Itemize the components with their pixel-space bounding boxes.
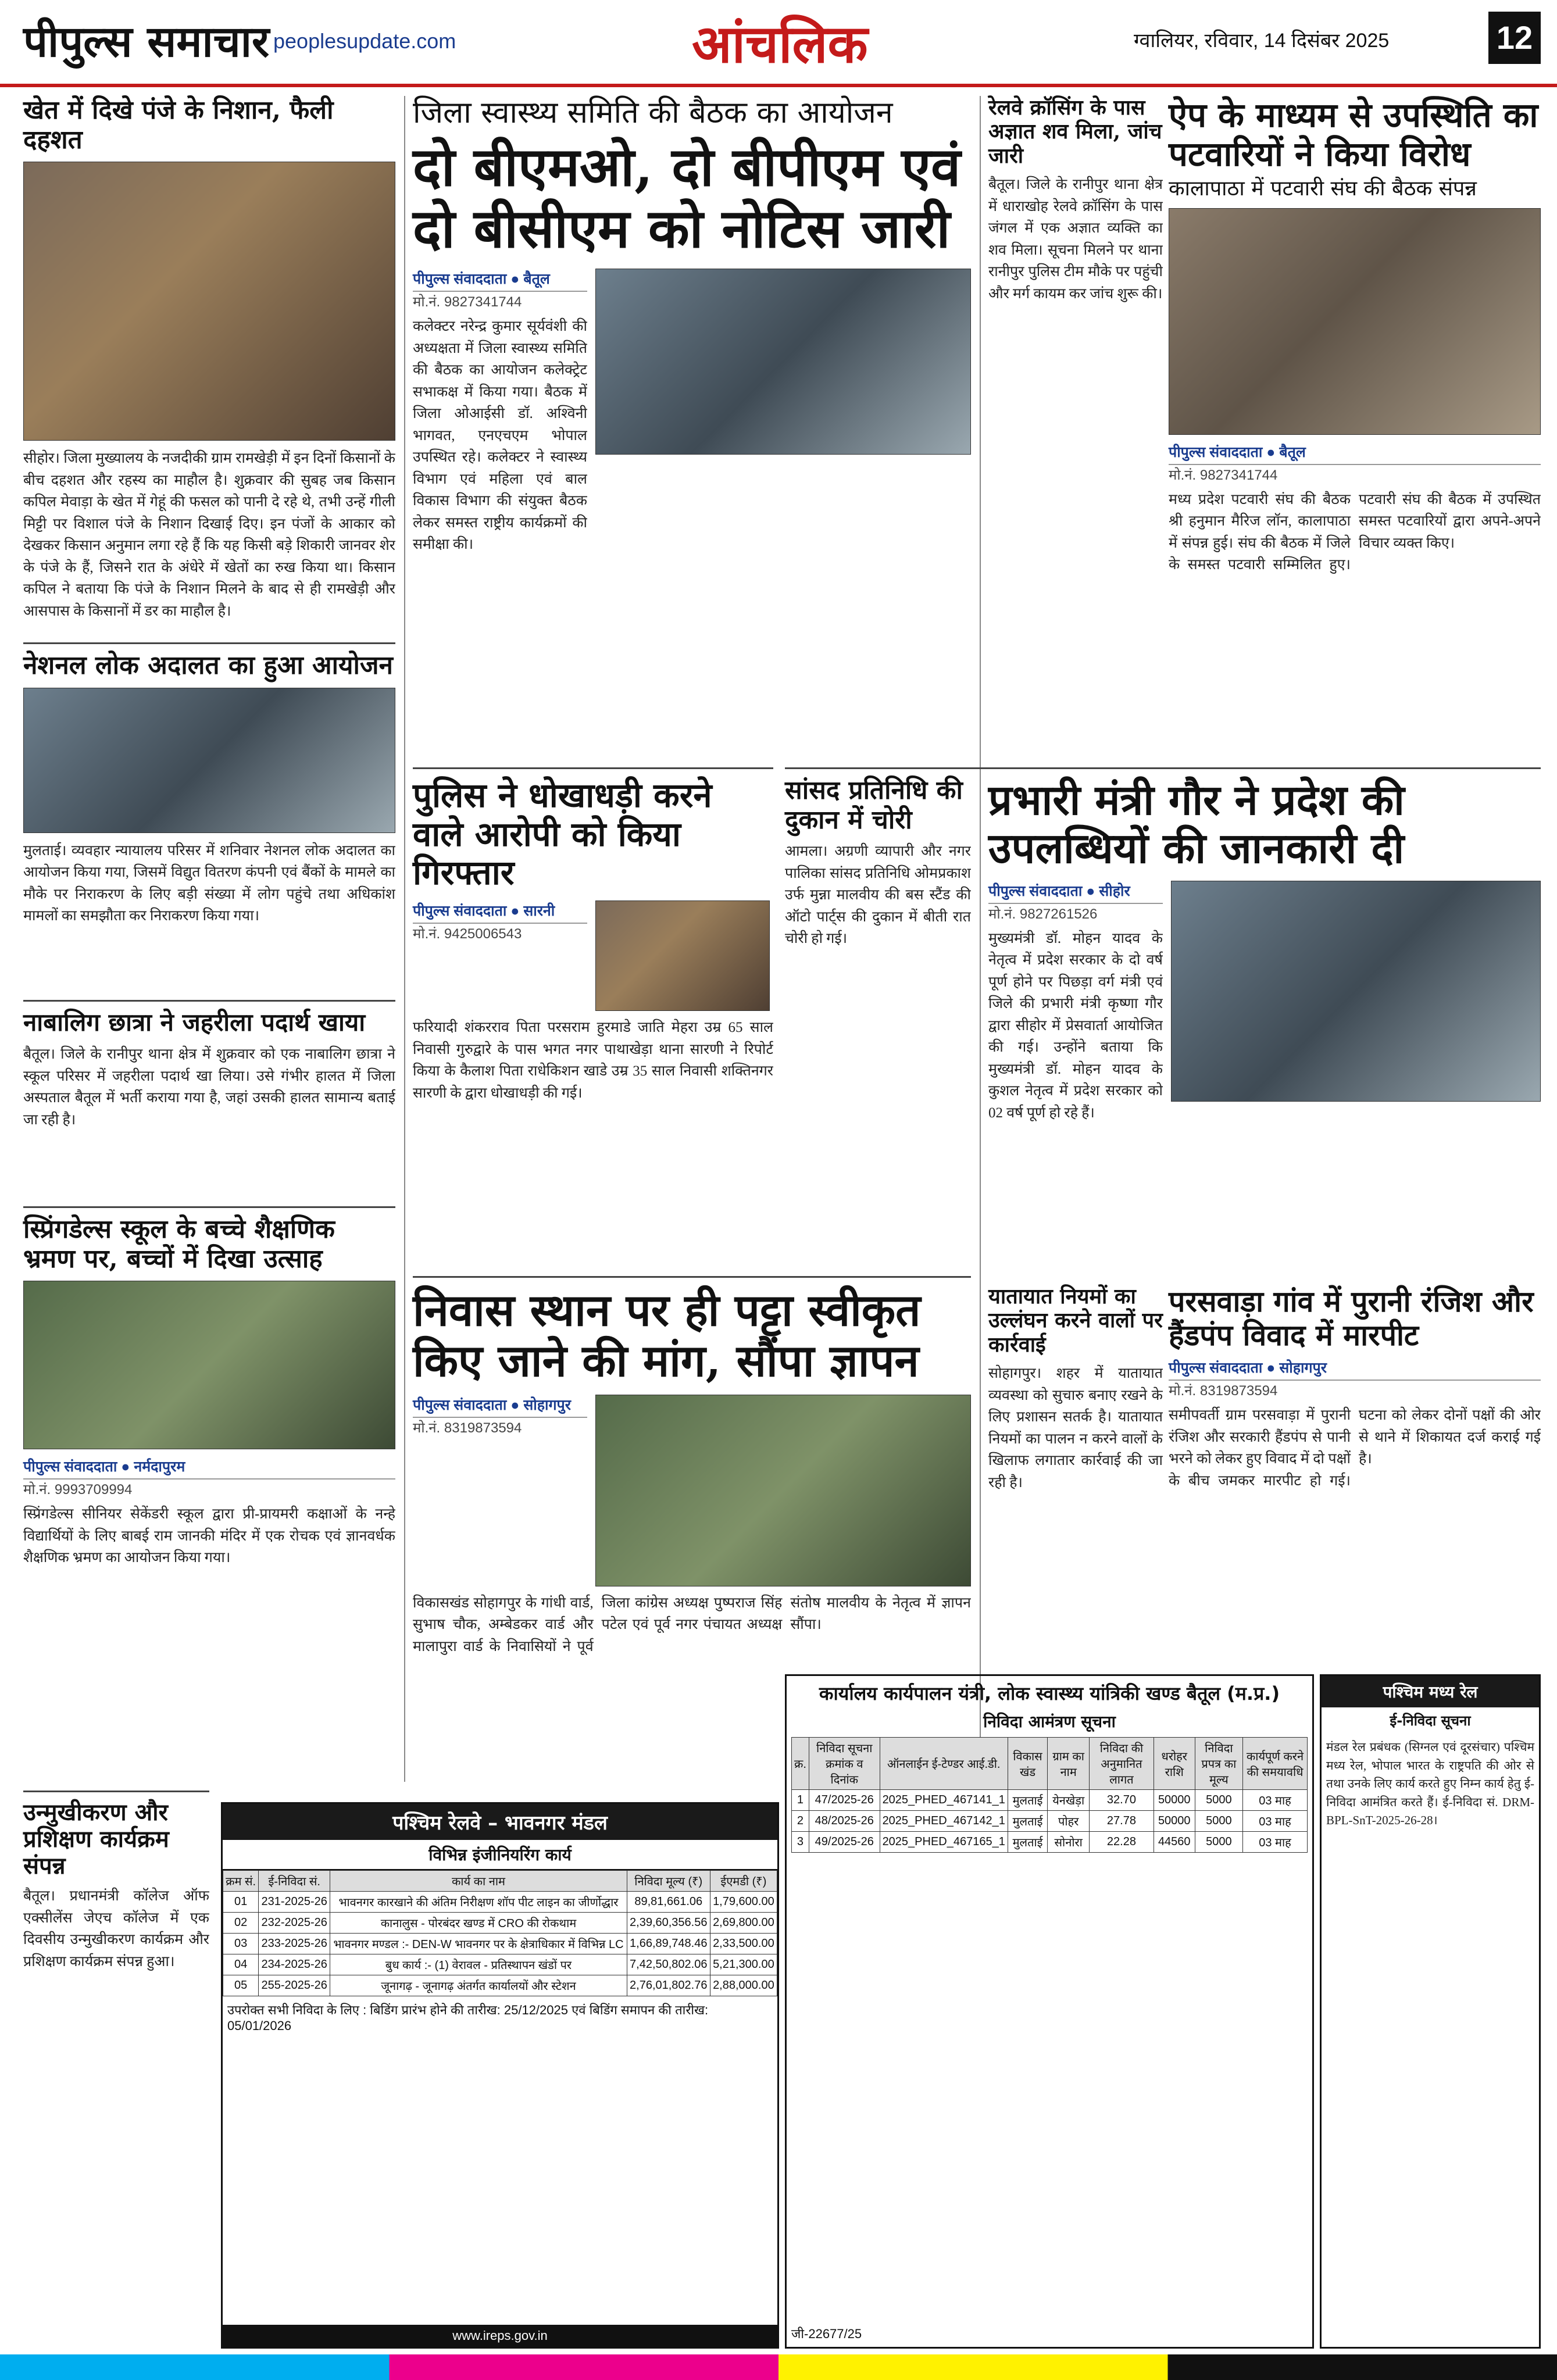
- article-body: मुलताई। व्यवहार न्यायालय परिसर में शनिवार नेशनल लोक अदालत का आयोजन किया गया, जिसमें विद्युत वितरण कंपनी एवं बैंकों के मामले का मौके पर निराकरण के लिए बड़ी संख्या में लोग पहुंचे तथा अधिकांश मामलों का समझौता कर निराकरण किया गया।: [23, 842, 395, 924]
- headline: नेशनल लोक अदालत का हुआ आयोजन: [23, 651, 393, 680]
- table-cell: पोहर: [1048, 1811, 1090, 1832]
- table-cell: 5000: [1195, 1832, 1242, 1853]
- table-cell: 1,66,89,748.46: [627, 1934, 710, 1954]
- story-health-committee: [413, 96, 971, 670]
- kicker: कालापाठा में पटवारी संघ की बैठक संपन्न: [1169, 177, 1477, 201]
- table-header: निविदा मूल्य (₹): [627, 1871, 710, 1892]
- table-cell: 3: [792, 1832, 809, 1853]
- photo: [23, 688, 395, 833]
- table-cell: 5,21,300.00: [710, 1954, 777, 1975]
- ireps-link[interactable]: www.ireps.gov.in: [223, 2325, 777, 2347]
- article-body: स्प्रिंगडेल्स सीनियर सेकेंडरी स्कूल द्वारा प्री-प्रायमरी कक्षाओं के नन्हे विद्यार्थियों के लिए बाबई राम जानकी मंदिर में एक रोचक एवं ज्ञानवर्धक शैक्षणिक भ्रमण का आयोजन किया गया।: [23, 1506, 395, 1566]
- article-body: समीपवर्ती ग्राम परसवाड़ा में पुरानी रंजिश और सरकारी हैंडपंप से पानी भरने को लेकर हुए विवाद में दो पक्षों के बीच जमकर मारपीट हो गई। घटना को लेकर दोनों पक्षों की ओर से थाने में शिकायत दर्ज कराई गई है।: [1169, 1407, 1541, 1489]
- ad-body: मंडल रेल प्रबंधक (सिग्नल एवं दूरसंचार) पश्चिम मध्य रेल, भोपाल भारत के राष्ट्रपति की ओर से तथा उनके लिए कार्य करते हुए निम्न कार्य हेतु ई-निविदा आमंत्रित करते हैं। ई-निविदा सं. DRM-BPL-SnT-2025-26-28।: [1326, 1740, 1534, 1827]
- table-cell: मुलताई: [1008, 1790, 1047, 1811]
- table-cell: 5000: [1195, 1811, 1242, 1832]
- story-poison: [23, 1009, 395, 1206]
- table-cell: 232-2025-26: [259, 1913, 330, 1934]
- table-cell: 2025_PHED_467141_1: [880, 1790, 1008, 1811]
- brand-logo: पीपुल्स समाचार: [23, 17, 270, 67]
- story-fraud-arrest: [413, 776, 773, 1284]
- ad-subtitle: विभिन्न इंजीनियरिंग कार्य: [223, 1840, 777, 1870]
- byline: पीपुल्स संवाददाता ● नर्मदापुरम: [23, 1456, 395, 1480]
- story-lok-adalat: [23, 651, 395, 1003]
- table-cell: 2,33,500.00: [710, 1934, 777, 1954]
- table-cell: 2,76,01,802.76: [627, 1975, 710, 1996]
- table-cell: 01: [223, 1892, 259, 1913]
- divider: [23, 642, 395, 644]
- divider: [413, 1276, 971, 1278]
- headline: परसवाड़ा गांव में पुरानी रंजिश और हैंडपंप विवाद में मारपीट: [1169, 1284, 1534, 1352]
- article-body: बैतूल। जिले के रानीपुर थाना क्षेत्र में शुक्रवार को एक नाबालिग छात्रा ने स्कूल परिसर में जहरीला पदार्थ खा लिया। उसे गंभीर हालत में जिला अस्पताल बैतूल में भर्ती कराया गया है, जहां उसकी हालत सामान्य बताई जा रही है।: [23, 1046, 395, 1128]
- photo: [23, 162, 395, 441]
- table-cell: मुलताई: [1008, 1832, 1047, 1853]
- story-shop-theft: [785, 776, 971, 1259]
- divider: [413, 767, 773, 769]
- table-cell: 03 माह: [1242, 1832, 1307, 1853]
- article-body: मध्य प्रदेश पटवारी संघ की बैठक श्री हनुमान मैरिज लॉन, कालापाठा में संपन्न हुई। संघ की बैठक में जिले के समस्त पटवारी सम्मिलित हुए। पटवारी संघ की बैठक में उपस्थित समस्त पटवारियों द्वारा अपने-अपने विचार व्यक्त किए।: [1169, 491, 1541, 573]
- story-patwari: [1169, 96, 1541, 762]
- tender-table: [223, 1870, 777, 1996]
- table-cell: 32.70: [1090, 1790, 1154, 1811]
- table-cell: 48/2025-26: [809, 1811, 880, 1832]
- table-cell: 255-2025-26: [259, 1975, 330, 1996]
- article-body: बैतूल। जिले के रानीपुर थाना क्षेत्र में धाराखोह रेलवे क्रॉसिंग के पास जंगल में एक अज्ञात व्यक्ति का शव मिला। सूचना मिलने पर थाना रानीपुर पुलिस टीम मौके पर पहुंची और मर्ग कायम कर जांच शुरू की।: [988, 177, 1163, 302]
- ad-title: पश्चिम मध्य रेल: [1322, 1676, 1539, 1707]
- mobile-number: मो.नं. 9827261526: [988, 906, 1098, 922]
- table-header: ग्राम का नाम: [1048, 1738, 1090, 1790]
- photo: [595, 269, 971, 455]
- story-orientation: [23, 1799, 209, 2281]
- headline: पुलिस ने धोखाधड़ी करने वाले आरोपी को किया गिरफ्तार: [413, 776, 712, 893]
- masthead: [0, 0, 1557, 87]
- page-number: 12: [1488, 12, 1541, 64]
- table-cell: 1: [792, 1790, 809, 1811]
- byline: पीपुल्स संवाददाता ● बैतूल: [413, 269, 587, 292]
- table-cell: 2025_PHED_467142_1: [880, 1811, 1008, 1832]
- photo: [595, 900, 770, 1011]
- table-cell: जूनागढ़ - जूनागढ़ अंतर्गत कार्यालयों और स्टेशन: [330, 1975, 627, 1996]
- table-header: निविदा सूचना क्रमांक व दिनांक: [809, 1738, 880, 1790]
- story-claw-marks: [23, 96, 395, 669]
- byline: पीपुल्स संवाददाता ● सारनी: [413, 900, 587, 924]
- story-minister-gaur: [988, 776, 1541, 1218]
- website-link[interactable]: peoplesupdate.com: [273, 29, 456, 53]
- divider: [23, 1791, 209, 1792]
- divider: [23, 1000, 395, 1002]
- table-cell: 02: [223, 1913, 259, 1934]
- ad-title: पश्चिम रेलवे – भावनगर मंडल: [223, 1804, 777, 1840]
- headline: ऐप के माध्यम से उपस्थिति का पटवारियों ने किया विरोध: [1169, 95, 1538, 174]
- wcr-tender-ad: [1320, 1674, 1541, 2349]
- headline: सांसद प्रतिनिधि की दुकान में चोरी: [785, 776, 963, 835]
- table-cell: येनखेड़ा: [1048, 1790, 1090, 1811]
- table-cell: 5000: [1195, 1790, 1242, 1811]
- ad-notice: निविदा आमंत्रण सूचना: [983, 1712, 1116, 1731]
- table-row: [792, 1790, 1308, 1811]
- article-body: कलेक्टर नरेन्द्र कुमार सूर्यवंशी की अध्यक्षता में जिला स्वास्थ्य समिति की बैठक का आयोजन कलेक्ट्रेट सभाकक्ष में किया गया। बैठक में जिला ओआईसी डॉ. अश्विनी भागवत, एनएचएम भोपाल उपस्थित रहे। कलेक्टर ने स्वास्थ्य विभाग एवं महिला एवं बाल विकास विभाग की संयुक्त बैठक लेकर समस्त राष्ट्रीय कार्यक्रमों की समीक्षा की।: [413, 319, 587, 553]
- table-cell: भावनगर कारखाने की अंतिम निरीक्षण शॉप पीट लाइन का जीर्णोद्धार: [330, 1892, 627, 1913]
- mobile-number: मो.नं. 9993709994: [23, 1482, 133, 1498]
- table-cell: 05: [223, 1975, 259, 1996]
- photo: [1169, 208, 1541, 435]
- table-row: [223, 1913, 777, 1934]
- article-body: मुख्यमंत्री डॉ. मोहन यादव के नेतृत्व में प्रदेश सरकार के दो वर्ष पूर्ण होने पर पिछड़ा वर्ग मंत्री एवं जिले की प्रभारी मंत्री कृष्णा गौर द्वारा सीहोर में प्रेसवार्ता आयोजित की गई। उन्होंने बताया कि मुख्यमंत्री डॉ. मोहन यादव के कुशल नेतृत्व में प्रदेश सरकार को 02 वर्ष पूर्ण हो रहे हैं।: [988, 930, 1163, 1121]
- table-cell: 03 माह: [1242, 1811, 1307, 1832]
- table-header: ऑनलाईन ई-टेण्डर आई.डी.: [880, 1738, 1008, 1790]
- mobile-number: मो.नं. 9827341744: [1169, 467, 1278, 483]
- table-header: विकास खंड: [1008, 1738, 1047, 1790]
- column-rule: [404, 96, 405, 1782]
- table-cell: 2,39,60,356.56: [627, 1913, 710, 1934]
- mobile-number: मो.नं. 9425006543: [413, 926, 522, 942]
- mobile-number: मो.नं. 9827341744: [413, 294, 522, 310]
- table-cell: 2,69,800.00: [710, 1913, 777, 1934]
- table-header: क्र.: [792, 1738, 809, 1790]
- table-row: [223, 1934, 777, 1954]
- table-cell: 89,81,661.06: [627, 1892, 710, 1913]
- tender-table: [791, 1737, 1308, 1853]
- table-cell: 7,42,50,802.06: [627, 1954, 710, 1975]
- table-row: [223, 1954, 777, 1975]
- photo: [595, 1395, 971, 1586]
- headline: उन्मुखीकरण और प्रशिक्षण कार्यक्रम संपन्न: [23, 1799, 169, 1879]
- photo: [1171, 881, 1541, 1102]
- headline: प्रभारी मंत्री गौर ने प्रदेश की उपलब्धियों की जानकारी दी: [988, 775, 1405, 873]
- table-header: ईएमडी (₹): [710, 1871, 777, 1892]
- table-cell: 2025_PHED_467165_1: [880, 1832, 1008, 1853]
- table-cell: 231-2025-26: [259, 1892, 330, 1913]
- article-body: आमला। अग्रणी व्यापारी और नगर पालिका सांसद प्रतिनिधि ओमप्रकाश उर्फ मुन्ना मालवीय की बस स्टैंड की ऑटो पार्ट्स की दुकान में बीती रात चोरी हो गई।: [785, 844, 971, 947]
- table-cell: 234-2025-26: [259, 1954, 330, 1975]
- headline: दो बीएमओ, दो बीपीएम एवं दो बीसीएम को नोटिस जारी: [413, 135, 961, 260]
- table-cell: 03 माह: [1242, 1790, 1307, 1811]
- table-cell: 44560: [1154, 1832, 1195, 1853]
- ad-code: जी-22677/25: [791, 2327, 862, 2341]
- table-cell: 1,79,600.00: [710, 1892, 777, 1913]
- story-school-trip: [23, 1215, 395, 1782]
- headline: रेलवे क्रॉसिंग के पास अज्ञात शव मिला, जांच जारी: [988, 95, 1162, 168]
- divider: [785, 767, 1541, 769]
- table-cell: 2: [792, 1811, 809, 1832]
- table-cell: बुध कार्य :- (1) वेरावल - प्रतिस्थापन खंडों पर: [330, 1954, 627, 1975]
- byline: पीपुल्स संवाददाता ● सोहागपुर: [413, 1395, 587, 1418]
- article-body: फरियादी शंकरराव पिता परसराम हुरमाडे जाति मेहरा उम्र 65 साल निवासी गुरुद्वारे के पास भगत नगर पाथाखेड़ा थाना सारणी ने रिपोर्ट किया के कैलाश पिता राधेकिशन खाडे उम्र 35 साल निवासी शक्तिनगर सारणी के द्वारा धोखाधड़ी की गई।: [413, 1020, 773, 1101]
- dateline: ग्वालियर, रविवार, 14 दिसंबर 2025: [1134, 30, 1390, 52]
- railway-tender-ad: [221, 1802, 779, 2349]
- headline: खेत में दिखे पंजे के निशान, फैली दहशत: [23, 95, 334, 155]
- headline: यातायात नियमों का उल्लंघन करने वालों पर कार्रवाई: [988, 1284, 1163, 1357]
- column-rule: [980, 96, 981, 1782]
- article-body: विकासखंड सोहागपुर के गांधी वार्ड, सुभाष चौक, अम्बेडकर वार्ड और मालापुरा वार्ड के निवासियों ने पूर्व जिला कांग्रेस अध्यक्ष पुष्पराज सिंह पटेल एवं पूर्व नगर पंचायत अध्यक्ष संतोष मालवीय के नेतृत्व में ज्ञापन सौंपा।: [413, 1595, 971, 1654]
- table-row: [792, 1832, 1308, 1853]
- table-cell: भावनगर मण्डल :- DEN-W भावनगर पर के क्षेत्राधिकार में विभिन्न LC: [330, 1934, 627, 1954]
- headline: नाबालिग छात्रा ने जहरीला पदार्थ खाया: [23, 1008, 366, 1037]
- table-header: ई-निविदा सं.: [259, 1871, 330, 1892]
- table-header: कार्य का नाम: [330, 1871, 627, 1892]
- story-railway-body: [988, 96, 1163, 744]
- divider: [23, 1206, 395, 1208]
- headline: निवास स्थान पर ही पट्टा स्वीकृत किए जाने की मांग, सौंपा ज्ञापन: [413, 1284, 921, 1387]
- table-header: कार्यपूर्ण करने की समयावधि: [1242, 1738, 1307, 1790]
- table-header: धरोहर राशि: [1154, 1738, 1195, 1790]
- table-cell: कानालुस - पोरबंदर खण्ड में CRO की रोकथाम: [330, 1913, 627, 1934]
- table-cell: 49/2025-26: [809, 1832, 880, 1853]
- ad-notice: ई-निविदा सूचना: [1390, 1713, 1471, 1729]
- table-cell: 50000: [1154, 1790, 1195, 1811]
- table-cell: 03: [223, 1934, 259, 1954]
- byline: पीपुल्स संवाददाता ● सोहागपुर: [1169, 1357, 1541, 1381]
- mobile-number: मो.नं. 8319873594: [1169, 1383, 1278, 1399]
- section-title: आंचलिक: [692, 13, 868, 75]
- ad-footer: उपरोक्त सभी निविदा के लिए : बिडिंग प्रारंभ होने की तारीख: 25/12/2025 एवं बिडिंग समापन की तारीख: 05/01/2026: [227, 2003, 709, 2033]
- ad-title: कार्यालय कार्यपालन यंत्री, लोक स्वास्थ्य यांत्रिकी खण्ड बैतूल (म.प्र.): [819, 1682, 1280, 1704]
- table-row: [223, 1975, 777, 1996]
- table-cell: 04: [223, 1954, 259, 1975]
- table-cell: 47/2025-26: [809, 1790, 880, 1811]
- table-cell: 50000: [1154, 1811, 1195, 1832]
- story-traffic: [988, 1285, 1163, 1630]
- article-body: सोहागपुर। शहर में यातायात व्यवस्था को सुचारु बनाए रखने के लिए प्रशासन सतर्क है। यातायात नियमों का पालन न करने वालों के खिलाफ लगातार कार्रवाई की जा रही है।: [988, 1366, 1163, 1491]
- table-cell: 2,88,000.00: [710, 1975, 777, 1996]
- table-cell: सोनोरा: [1048, 1832, 1090, 1853]
- mobile-number: मो.नं. 8319873594: [413, 1420, 522, 1436]
- table-cell: 233-2025-26: [259, 1934, 330, 1954]
- color-bar: [0, 2354, 1557, 2380]
- headline: स्प्रिंगडेल्स स्कूल के बच्चे शैक्षणिक भ्रमण पर, बच्चों में दिखा उत्साह: [23, 1214, 335, 1274]
- article-body: सीहोर। जिला मुख्यालय के नजदीकी ग्राम रामखेड़ी में इन दिनों किसानों के बीच दहशत और रहस्य का माहौल है। शुक्रवार की सुबह जब किसान कपिल मेवाड़ा के खेत में गेहूं की फसल को पानी दे रहे थे, तभी उन्हें गीली मिट्टी पर विशाल पंजे के निशान दिखाई दिए। इन पंजों के आकार को देखकर किसान अनुमान लगा रहे हैं कि यह किसी बड़े शिकारी जानवर शेर के पंजे के हैं, जिसने रात के अंधेरे में खेतों का रुख किया था। किसान कपिल ने बताया कि पंजे के निशान मिलने के बाद से ही रामखेड़ी और आसपास के किसानों में डर का माहौल है।: [23, 451, 395, 619]
- table-cell: 27.78: [1090, 1811, 1154, 1832]
- table-header: निविदा की अनुमानित लागत: [1090, 1738, 1154, 1790]
- article-body: बैतूल। प्रधानमंत्री कॉलेज ऑफ एक्सीलेंस जेएच कॉलेज में एक दिवसीय उन्मुखीकरण कार्यक्रम और प्रशिक्षण कार्यक्रम संपन्न हुआ।: [23, 1888, 209, 1970]
- kicker: जिला स्वास्थ्य समिति की बैठक का आयोजन: [413, 95, 893, 130]
- table-cell: मुलताई: [1008, 1811, 1047, 1832]
- table-header: निविदा प्रपत्र का मूल्य: [1195, 1738, 1242, 1790]
- table-row: [223, 1892, 777, 1913]
- byline: पीपुल्स संवाददाता ● बैतूल: [1169, 442, 1541, 465]
- phed-tender-ad: [785, 1674, 1314, 2349]
- table-cell: 22.28: [1090, 1832, 1154, 1853]
- table-header: क्रम सं.: [223, 1871, 259, 1892]
- story-parsawada: [1169, 1285, 1541, 1736]
- byline: पीपुल्स संवाददाता ● सीहोर: [988, 881, 1163, 904]
- photo: [23, 1281, 395, 1449]
- table-row: [792, 1811, 1308, 1832]
